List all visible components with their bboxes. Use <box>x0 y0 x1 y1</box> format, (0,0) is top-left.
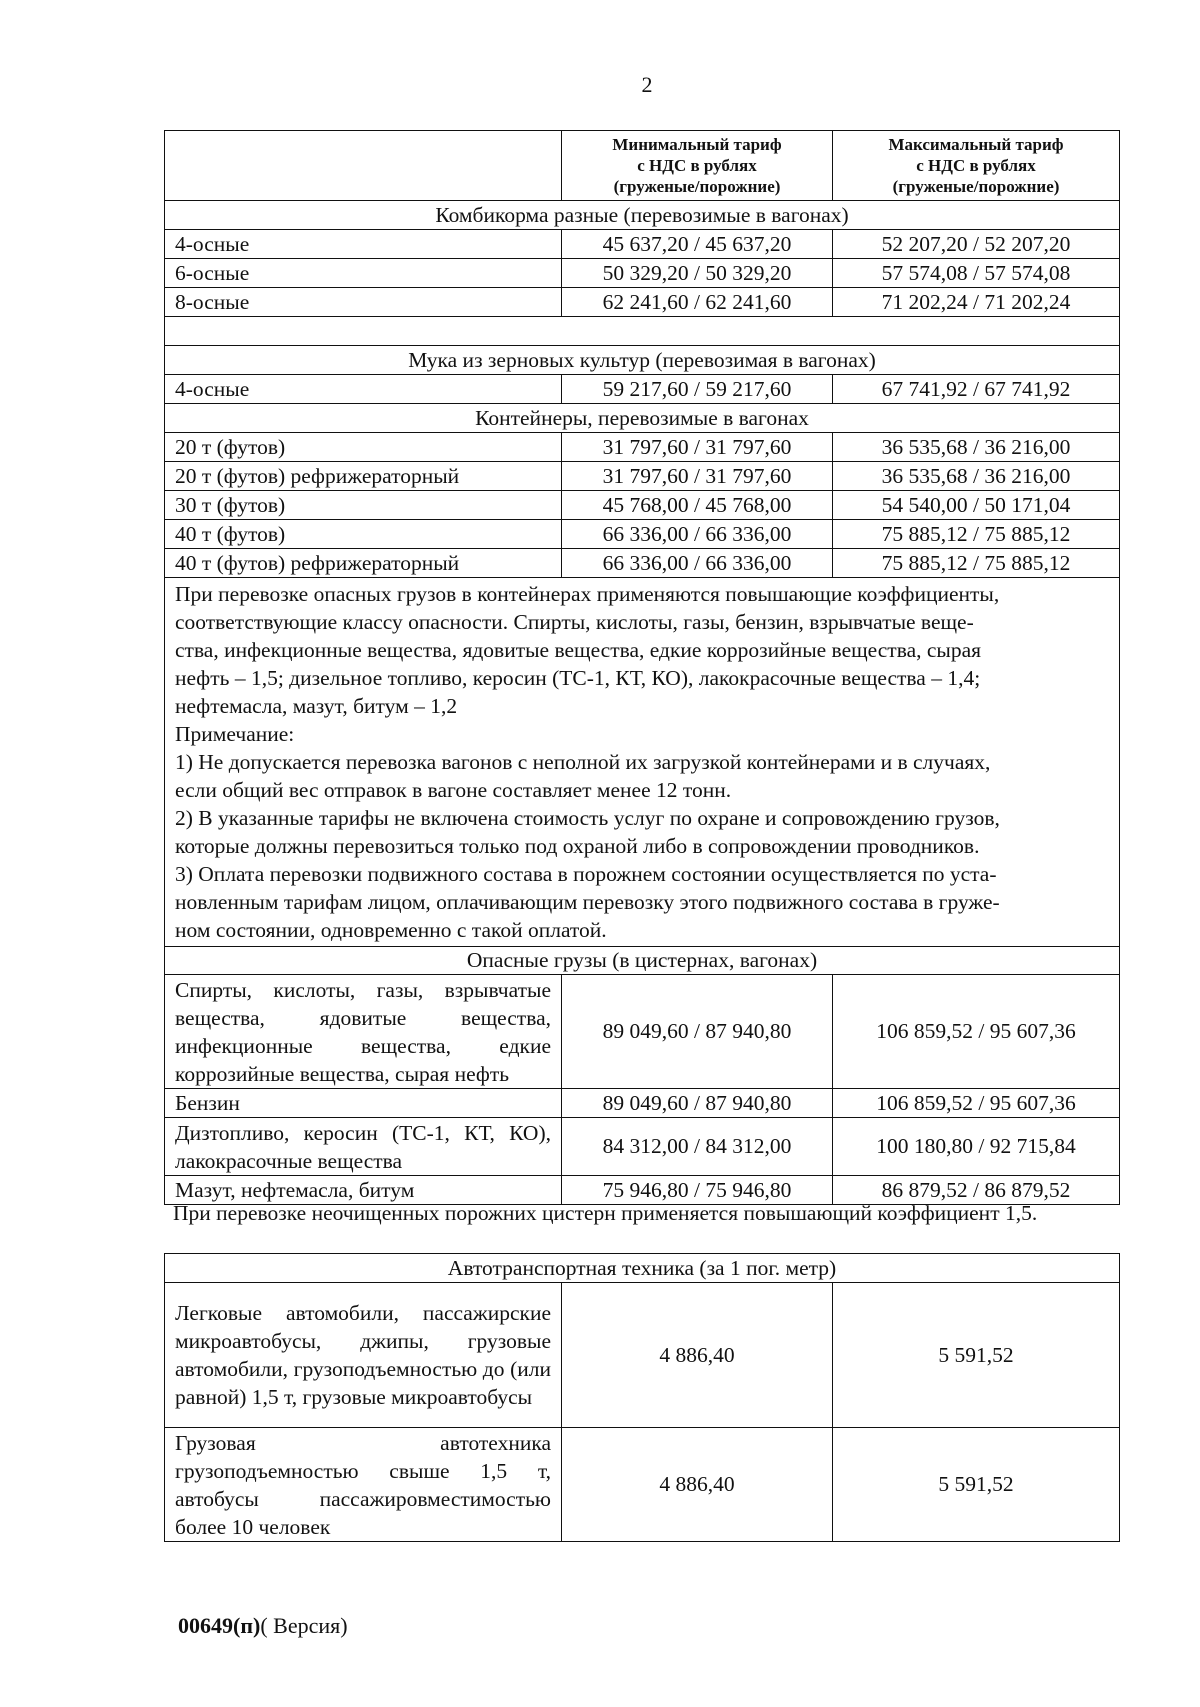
max-value: 36 535,68 / 36 216,00 <box>833 433 1120 462</box>
table-row <box>165 975 1120 1089</box>
document-code: 00649(п) <box>178 1613 261 1638</box>
min-value: 45 637,20 / 45 637,20 <box>562 230 833 259</box>
table-row <box>165 1428 1120 1542</box>
table-row <box>165 433 1120 462</box>
table-row <box>165 549 1120 578</box>
document-footer <box>178 1613 348 1639</box>
row-label: 8-осные <box>165 288 562 317</box>
min-value: 75 946,80 / 75 946,80 <box>562 1176 833 1205</box>
row-label: Дизтопливо, керосин (ТС-1, КТ, КО), лакокрасочные вещества <box>165 1118 562 1176</box>
row-label: 4-осные <box>165 230 562 259</box>
max-value: 5 591,52 <box>833 1283 1120 1428</box>
min-value: 31 797,60 / 31 797,60 <box>562 433 833 462</box>
table-row <box>165 230 1120 259</box>
max-value: 67 741,92 / 67 741,92 <box>833 375 1120 404</box>
row-label: Бензин <box>165 1089 562 1118</box>
max-value: 36 535,68 / 36 216,00 <box>833 462 1120 491</box>
row-label: 20 т (футов) рефрижераторный <box>165 462 562 491</box>
max-value: 75 885,12 / 75 885,12 <box>833 520 1120 549</box>
min-value: 66 336,00 / 66 336,00 <box>562 549 833 578</box>
section-title-vehicles: Автотранспортная техника (за 1 пог. метр) <box>165 1254 1120 1283</box>
header-row <box>165 131 1120 201</box>
min-value: 4 886,40 <box>562 1428 833 1542</box>
table-row <box>165 1283 1120 1428</box>
header-empty-cell <box>165 131 562 201</box>
table-row <box>165 375 1120 404</box>
min-value: 31 797,60 / 31 797,60 <box>562 462 833 491</box>
max-value: 86 879,52 / 86 879,52 <box>833 1176 1120 1205</box>
header-max-tariff: Максимальный тариф с НДС в рублях (груженые/порожние) <box>833 131 1120 201</box>
tariff-table-vehicles <box>164 1253 1120 1542</box>
min-value: 89 049,60 / 87 940,80 <box>562 975 833 1089</box>
row-label: Мазут, нефтемасла, битум <box>165 1176 562 1205</box>
row-label: 40 т (футов) <box>165 520 562 549</box>
header-min-tariff: Минимальный тариф с НДС в рублях (груженые/порожние) <box>562 131 833 201</box>
containers-note: При перевозке опасных грузов в контейнерах применяются повышающие коэффициенты, соответствующие классу опасности. Спирты, кислоты, газы, бензин, взрывчатые веще- ства, инфекционные вещества, ядовитые вещества, едкие коррозийные вещества, сырая нефть – 1,5; дизельное топливо, керосин (ТС-1, КТ, КО), лакокрасочные вещества – 1,4; нефтемасла, мазут, битум – 1,2 Примечание: 1) Не допускается перевозка вагонов с неполной их загрузкой контейнерами и в случаях, если общий вес отправок в вагоне составляет менее 12 тонн. 2) В указанные тарифы не включена стоимость услуг по охране и сопровождению грузов, которые должны перевозиться только под охраной либо в сопровождении проводников. 3) Оплата перевозки подвижного состава в порожнем состоянии осуществляется по уста- новленным тарифам лицом, оплачивающим перевозку этого подвижного состава в груже- ном состоянии, одновременно с такой оплатой. <box>165 578 1120 947</box>
row-label: 40 т (футов) рефрижераторный <box>165 549 562 578</box>
row-label: 20 т (футов) <box>165 433 562 462</box>
min-value: 84 312,00 / 84 312,00 <box>562 1118 833 1176</box>
empty-row <box>165 317 1120 346</box>
section-title-kombikorma: Комбикорма разные (перевозимые в вагонах) <box>165 201 1120 230</box>
section-title-containers: Контейнеры, перевозимые в вагонах <box>165 404 1120 433</box>
min-value: 59 217,60 / 59 217,60 <box>562 375 833 404</box>
table-row <box>165 259 1120 288</box>
max-value: 100 180,80 / 92 715,84 <box>833 1118 1120 1176</box>
section-title-dangerous: Опасные грузы (в цистернах, вагонах) <box>165 947 1120 975</box>
row-label: 4-осные <box>165 375 562 404</box>
min-value: 89 049,60 / 87 940,80 <box>562 1089 833 1118</box>
table-row <box>165 491 1120 520</box>
row-label: Легковые автомобили, пассажирские микроавтобусы, джипы, грузовые автомобили, грузоподъемностью до (или равной) 1,5 т, грузовые микроавтобусы <box>165 1283 562 1428</box>
min-value: 66 336,00 / 66 336,00 <box>562 520 833 549</box>
page-number: 2 <box>641 72 653 97</box>
min-value: 62 241,60 / 62 241,60 <box>562 288 833 317</box>
table-row <box>165 1089 1120 1118</box>
max-value: 106 859,52 / 95 607,36 <box>833 1089 1120 1118</box>
max-value: 54 540,00 / 50 171,04 <box>833 491 1120 520</box>
max-value: 5 591,52 <box>833 1428 1120 1542</box>
max-value: 75 885,12 / 75 885,12 <box>833 549 1120 578</box>
max-value: 57 574,08 / 57 574,08 <box>833 259 1120 288</box>
tariff-table-main <box>164 130 1120 1205</box>
max-value: 106 859,52 / 95 607,36 <box>833 975 1120 1089</box>
max-value: 71 202,24 / 71 202,24 <box>833 288 1120 317</box>
max-value: 52 207,20 / 52 207,20 <box>833 230 1120 259</box>
table-row <box>165 462 1120 491</box>
min-value: 4 886,40 <box>562 1283 833 1428</box>
table-row <box>165 520 1120 549</box>
row-label: 30 т (футов) <box>165 491 562 520</box>
table-row <box>165 1118 1120 1176</box>
row-label: 6-осные <box>165 259 562 288</box>
document-version: ( Версия) <box>260 1613 348 1638</box>
row-label: Спирты, кислоты, газы, взрывчатые вещества, ядовитые вещества, инфекционные вещества, едкие коррозийные вещества, сырая нефть <box>165 975 562 1089</box>
row-label: Грузовая автотехника грузоподъемностью свыше 1,5 т, автобусы пассажировместимостью более 10 человек <box>165 1428 562 1542</box>
min-value: 50 329,20 / 50 329,20 <box>562 259 833 288</box>
cisterns-note: При перевозке неочищенных порожних цистерн применяется повышающий коэффициент 1,5. <box>173 1201 1038 1225</box>
section-title-muka: Мука из зерновых культур (перевозимая в вагонах) <box>165 346 1120 375</box>
table-row <box>165 288 1120 317</box>
min-value: 45 768,00 / 45 768,00 <box>562 491 833 520</box>
